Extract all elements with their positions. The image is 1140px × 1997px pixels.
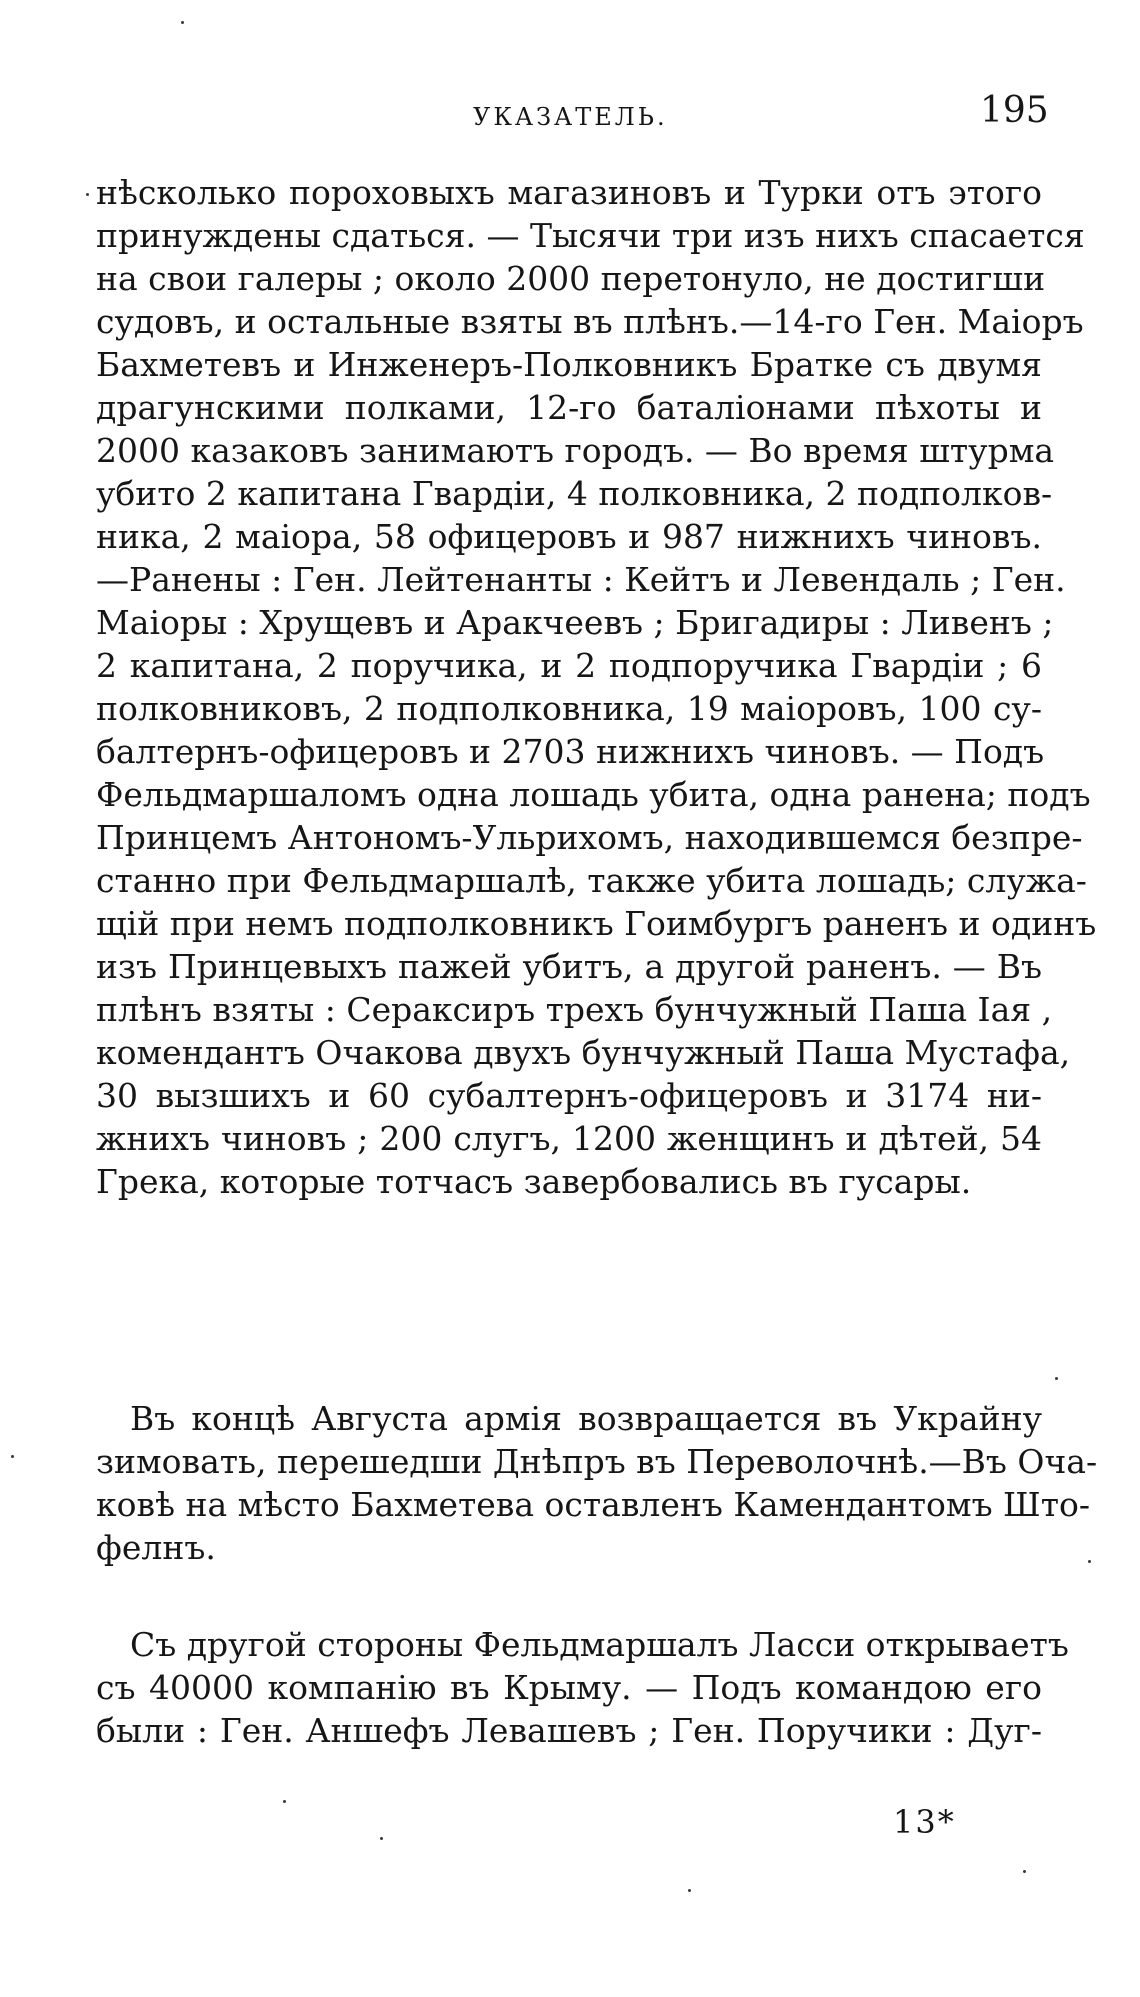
text-line: Съ другой стороны Фельдмаршалъ Ласси открываетъ [130,1625,1069,1664]
scan-speck [380,1837,383,1840]
text-line: зимовать, перешедши Днѣпръ въ Переволочнѣ.—Въ Оча- [96,1442,1098,1481]
text-line: Въ концѣ Августа армія возвращается въ Украйну [130,1399,1042,1438]
text-line: съ 40000 компанію въ Крыму. — Подъ командою его [96,1668,1042,1707]
text-line: жнихъ чиновъ ; 200 слугъ, 1200 женщинъ и дѣтей, 54 [96,1119,1042,1158]
text-line: убито 2 капитана Гвардіи, 4 полковника, 2 подполков- [96,474,1053,513]
scan-speck [1055,1377,1058,1380]
text-line: фелнъ. [96,1528,216,1567]
scan-speck [181,21,184,24]
scan-speck [1023,1870,1026,1873]
paragraph-2 [96,1397,1098,1569]
text-line: полковниковъ, 2 подполковника, 19 маіоровъ, 100 су- [96,689,1042,728]
text-line: щій при немъ подполковникъ Гоимбургъ раненъ и одинъ [96,904,1097,943]
text-line: изъ Принцевыхъ пажей убитъ, а другой раненъ. — Въ [96,947,1042,986]
text-line: драгунскими полками, 12-го баталіонами пѣхоты и [96,388,1042,427]
scan-speck [86,193,89,196]
text-line: 2 капитана, 2 поручика, и 2 подпоручика Гвардіи ; 6 [96,646,1042,685]
text-line: нѣсколько пороховыхъ магазиновъ и Турки отъ этого [96,173,1042,212]
text-line: на свои галеры ; около 2000 перетонуло, не достигши [96,259,1046,298]
text-line: станно при Фельдмаршалѣ, также убита лошадь; служа- [96,861,1087,900]
text-line: судовъ, и остальные взяты въ плѣнъ.—14-го Ген. Маіоръ [96,302,1084,341]
text-line: Грека, которые тотчасъ завербовались въ гусары. [96,1162,972,1201]
scan-speck [283,1800,286,1803]
text-line: 30 вызшихъ и 60 субалтернъ-офицеровъ и 3174 ни- [96,1076,1042,1115]
text-line: Бахметевъ и Инженеръ-Полковникъ Братке съ двумя [96,345,1042,384]
text-line: балтернъ-офицеровъ и 2703 нижнихъ чиновъ. — Подъ [96,732,1045,771]
scan-speck [1088,1560,1091,1563]
text-line: были : Ген. Аншефъ Левашевъ ; Ген. Поручики : Дуг- [96,1711,1042,1750]
text-line: принуждены сдаться. — Тысячи три изъ нихъ спасается [96,216,1085,255]
text-line: ковѣ на мѣсто Бахметева оставленъ Камендантомъ Што- [96,1485,1090,1524]
text-line: Фельдмаршаломъ одна лошадь убита, одна ранена; подъ [96,775,1091,814]
page-number: 195 [980,90,1049,131]
signature-mark: 13* [893,1803,956,1841]
text-line: Маіоры : Хрущевъ и Аракчеевъ ; Бригадиры : Ливенъ ; [96,603,1054,642]
paragraph-1 [96,171,1097,1203]
text-line: 2000 казаковъ занимаютъ городъ. — Во время штурма [96,431,1055,470]
text-line: —Ранены : Ген. Лейтенанты : Кейтъ и Левендаль ; Ген. [96,560,1066,599]
text-line: Принцемъ Антономъ-Ульрихомъ, находившемся безпре- [96,818,1083,857]
paragraph-3 [96,1623,1069,1752]
text-line: комендантъ Очакова двухъ бунчужный Паша Мустафа, [96,1033,1071,1072]
text-line: плѣнъ взяты : Сераксиръ трехъ бунчужный Паша Іая , [96,990,1053,1029]
scan-speck [11,1455,14,1458]
text-line: ника, 2 маіора, 58 офицеровъ и 987 нижнихъ чиновъ. [96,517,1042,556]
running-head: УКАЗАТЕЛЬ. [473,103,668,131]
scan-speck [688,1889,691,1892]
